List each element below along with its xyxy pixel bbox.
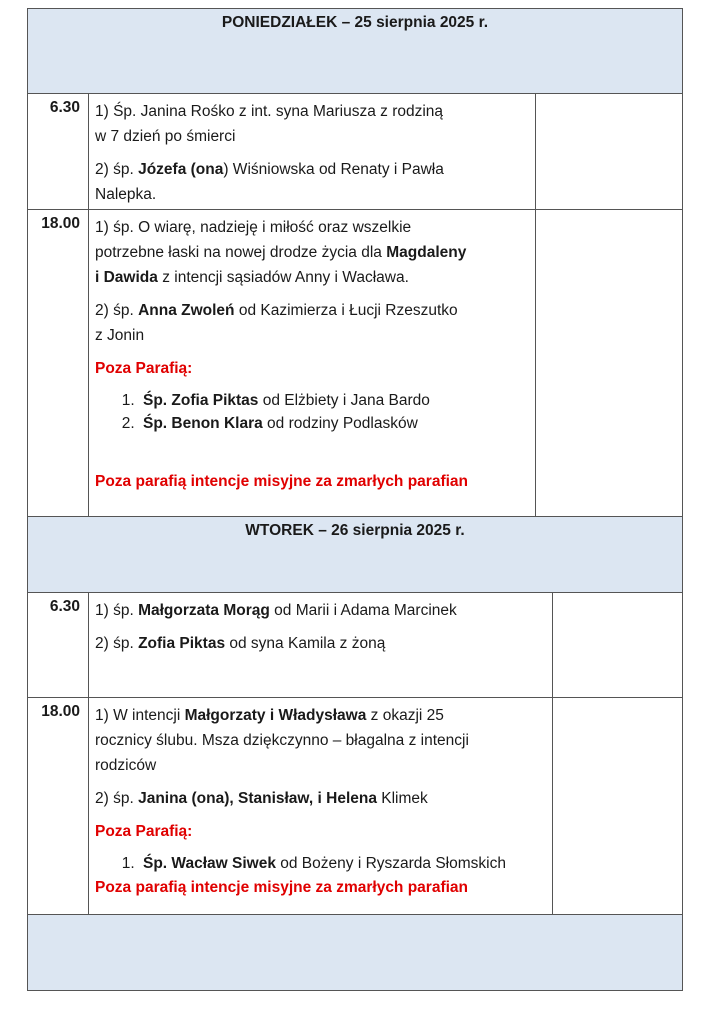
intention-1: 1) W intencji Małgorzaty i Władysława z okazji 25 rocznicy ślubu. Msza dziękczynno – błagalna z intencji rodziców (95, 707, 469, 774)
outside-parish-list (95, 852, 552, 875)
intention-2: 2) śp. Zofia Piktas od syna Kamila z żoną (95, 635, 386, 652)
mass-time: 18.00 (27, 697, 89, 915)
day-title: PONIEDZIAŁEK – 25 sierpnia 2025 r. (221, 14, 489, 31)
notes-cell (535, 209, 683, 517)
intention-1: 1) śp. Małgorzata Morąg od Marii i Adama Marcinek (95, 602, 457, 619)
mass-time: 18.00 (27, 209, 89, 517)
empty-day-row (27, 914, 683, 991)
mass-intentions (88, 697, 553, 915)
intention-2: 2) śp. Anna Zwoleń od Kazimierza i Łucji Rzeszutko z Jonin (95, 302, 458, 344)
notes-cell (552, 697, 683, 915)
outside-parish-label: Poza Parafią: (95, 360, 193, 377)
day-header-tuesday (27, 516, 683, 593)
notes-cell (552, 592, 683, 698)
day-title: WTOREK – 26 sierpnia 2025 r. (245, 522, 465, 539)
intention-1: 1) śp. O wiarę, nadzieję i miłość oraz wszelkie potrzebne łaski na nowej drodze życia dla Magdaleny i Dawida z intencji sąsiadów Anny i Wacława. (95, 219, 467, 286)
list-item: 1. Śp. Zofia Piktas od Elżbiety i Jana Bardo (139, 389, 535, 412)
mass-intentions (88, 93, 536, 210)
intention-1: 1) Śp. Janina Rośko z int. syna Mariusza z rodziną w 7 dzień po śmierci (95, 103, 444, 145)
missionary-note: Poza parafią intencje misyjne za zmarłych parafian (95, 879, 469, 896)
missionary-note: Poza parafią intencje misyjne za zmarłych parafian (95, 473, 469, 490)
mass-time: 6.30 (27, 93, 89, 210)
notes-cell (535, 93, 683, 210)
list-item: 1. Śp. Wacław Siwek od Bożeny i Ryszarda Słomskich (139, 852, 552, 875)
outside-parish-list (95, 389, 535, 435)
outside-parish-label: Poza Parafią: (95, 823, 193, 840)
mass-intentions (88, 592, 553, 698)
day-header-monday (27, 8, 683, 94)
mass-intentions (88, 209, 536, 517)
mass-time: 6.30 (27, 592, 89, 698)
list-item: 2. Śp. Benon Klara od rodziny Podlasków (139, 412, 535, 435)
intention-2: 2) śp. Józefa (ona) Wiśniowska od Renaty i Pawła Nalepka. (95, 161, 444, 203)
intention-2: 2) śp. Janina (ona), Stanisław, i Helena Klimek (95, 790, 428, 807)
